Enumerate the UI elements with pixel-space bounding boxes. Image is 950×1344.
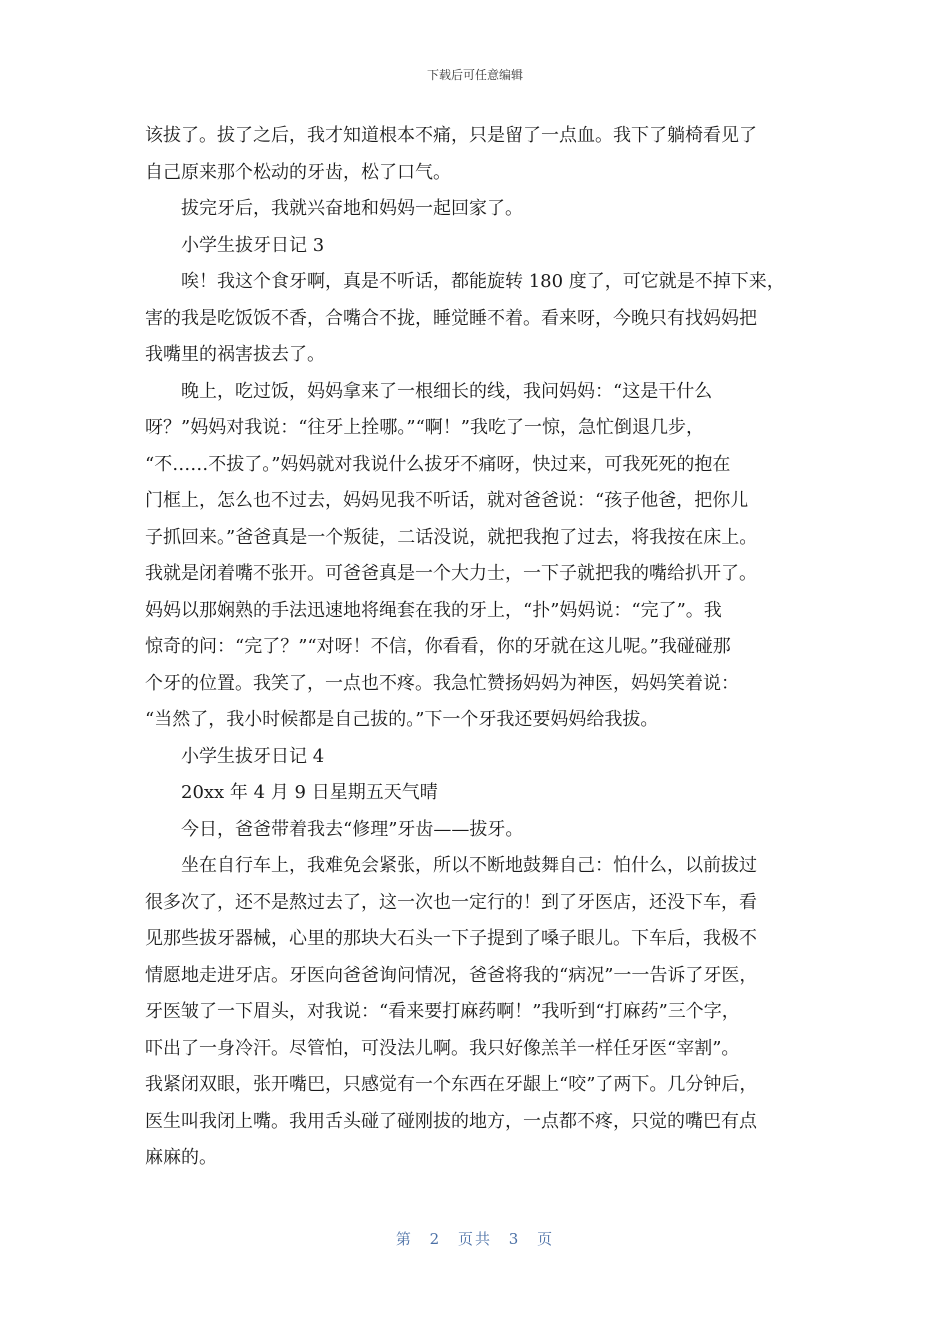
- text-line: 自己原来那个松动的牙齿，松了口气。: [145, 161, 451, 183]
- text-line: 我紧闭双眼，张开嘴巴，只感觉有一个东西在牙龈上“咬”了两下。几分钟后，: [145, 1074, 758, 1095]
- text-line: 今日，爸爸带着我去“修理”牙齿——拔牙。: [181, 818, 524, 840]
- text-line: 医生叫我闭上嘴。我用舌头碰了碰刚拔的地方，一点都不疼，只觉的嘴巴有点: [145, 1110, 757, 1132]
- text-line: 妈妈以那娴熟的手法迅速地将绳套在我的牙上，“扑”妈妈说：“完了”。我: [145, 599, 722, 621]
- page-header: 下载后可任意编辑: [426, 68, 523, 82]
- text-line: 害的我是吃饭饭不香，合嘴合不拢，睡觉睡不着。看来呀，今晚只有找妈妈把: [145, 307, 757, 329]
- text-line: 唉！我这个食牙啊，真是不听话，都能旋转 180 度了，可它就是不掉下来，: [181, 271, 785, 292]
- document-body: [145, 118, 813, 1177]
- text-line: “当然了，我小时候都是自己拔的。”下一个牙我还要妈妈给我拔。: [145, 709, 659, 730]
- text-line: 吓出了一身冷汗。尽管怕，可没法儿啊。我只好像羔羊一样任牙医“宰割”。: [145, 1037, 740, 1059]
- text-line: 晚上，吃过饭，妈妈拿来了一根细长的线，我问妈妈：“这是干什么: [181, 380, 713, 402]
- text-line: 子抓回来。”爸爸真是一个叛徒，二话没说，就把我抱了过去，将我按在床上。: [145, 526, 758, 548]
- text-line: 麻麻的。: [145, 1147, 217, 1168]
- text-line: 小学生拔牙日记 4: [181, 745, 325, 767]
- text-line: “不……不拔了。”妈妈就对我说什么拔牙不痛呀，快过来，可我死死的抱在: [145, 453, 731, 475]
- text-line: 见那些拔牙器械，心里的那块大石头一下子提到了嗓子眼儿。下车后，我极不: [145, 928, 757, 949]
- text-line: 20xx 年 4 月 9 日星期五天气晴: [181, 782, 438, 803]
- text-line: 呀？”妈妈对我说：“往牙上拴哪。”“啊！”我吃了一惊，急忙倒退几步，: [145, 417, 705, 438]
- text-line: 门框上，怎么也不过去，妈妈见我不听话，就对爸爸说：“孩子他爸，把你儿: [145, 490, 749, 511]
- text-line: 情愿地走进牙店。牙医向爸爸询问情况，爸爸将我的“病况”一一告诉了牙医，: [145, 964, 758, 986]
- text-line: 个牙的位置。我笑了，一点也不疼。我急忙赞扬妈妈为神医，妈妈笑着说：: [145, 672, 739, 694]
- text-line: 惊奇的问：“完了？”“对呀！不信，你看看，你的牙就在这儿呢。”我碰碰那: [145, 636, 731, 657]
- text-line: 拔完牙后，我就兴奋地和妈妈一起回家了。: [181, 198, 523, 219]
- text-line: 我嘴里的祸害拔去了。: [145, 344, 325, 365]
- text-line: 小学生拔牙日记 3: [181, 234, 325, 256]
- text-line: 很多次了，还不是熬过去了，这一次也一定行的！到了牙医店，还没下车，看: [145, 891, 757, 913]
- text-line: 坐在自行车上，我难免会紧张，所以不断地鼓舞自己：怕什么，以前拔过: [181, 855, 757, 876]
- page-number: 第 2 页共 3 页: [395, 1230, 555, 1248]
- text-line: 我就是闭着嘴不张开。可爸爸真是一个大力士，一下子就把我的嘴给扒开了。: [145, 563, 757, 584]
- text-line: 牙医皱了一下眉头，对我说：“看来要打麻药啊！”我听到“打麻药”三个字，: [145, 1001, 740, 1022]
- text-line: 该拔了。拔了之后，我才知道根本不痛，只是留了一点血。我下了躺椅看见了: [145, 125, 757, 146]
